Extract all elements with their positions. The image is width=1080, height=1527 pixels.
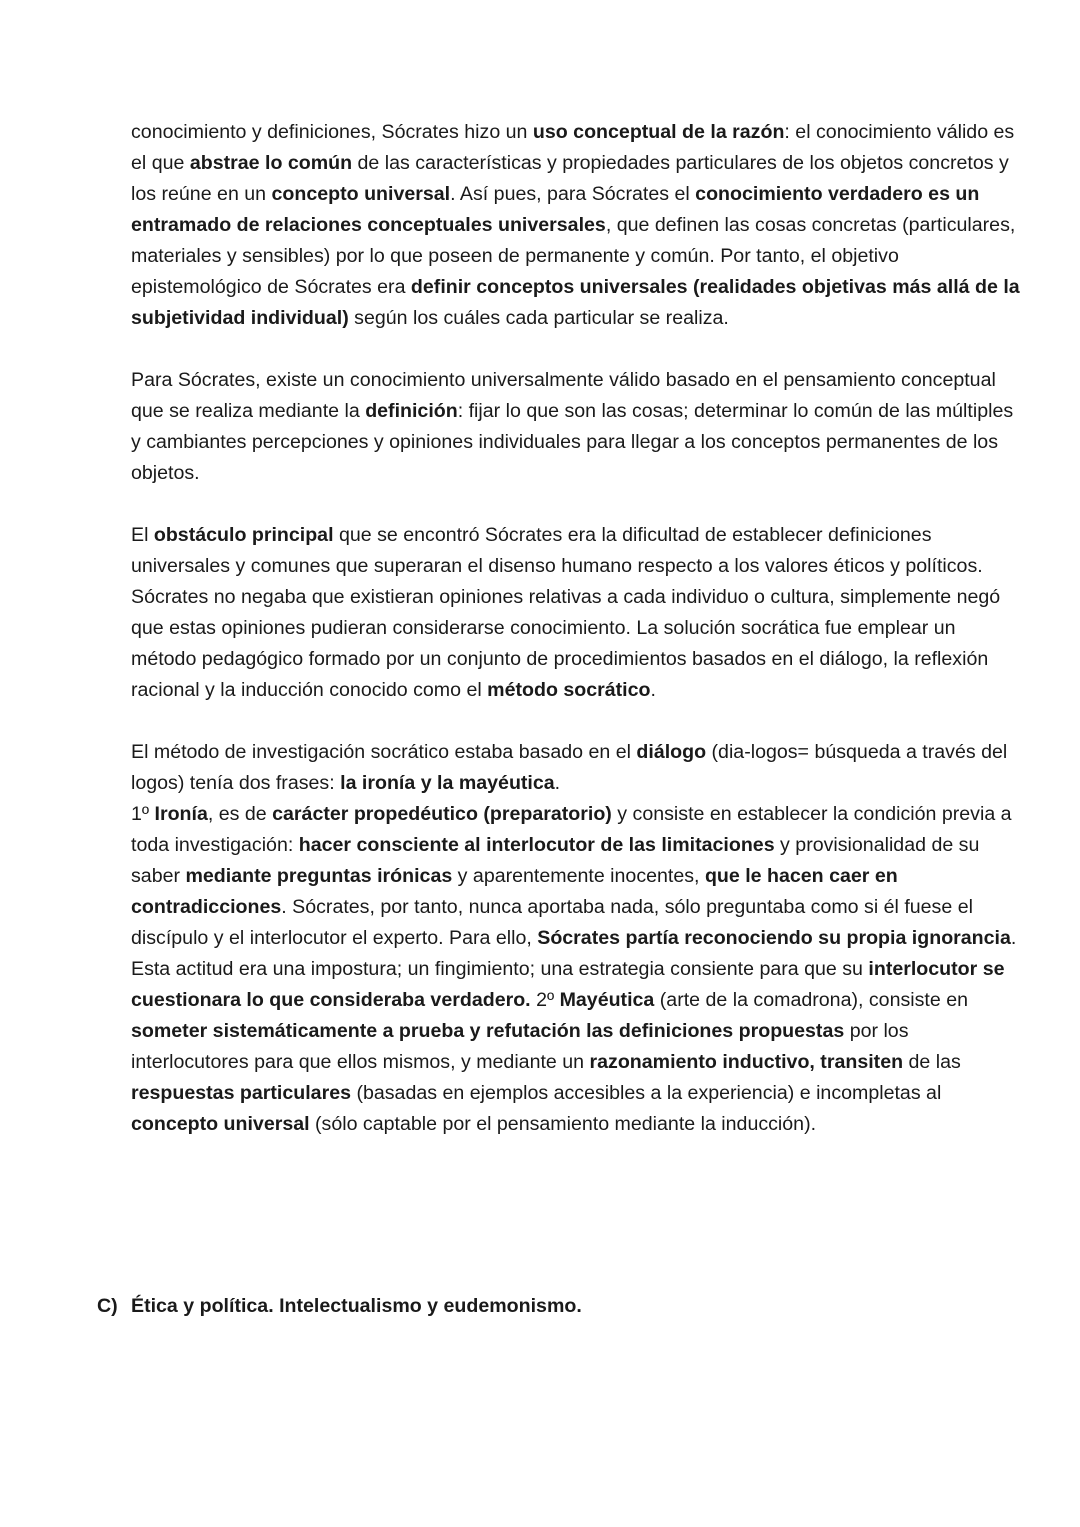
- text-run: . Esta actitud era una impostura; un fingimiento; una estrategia consiente para que su: [131, 927, 1017, 980]
- bold-text-run: razonamiento inductivo, transiten: [589, 1051, 904, 1073]
- bold-text-run: Mayéutica: [559, 989, 655, 1011]
- bold-text-run: uso conceptual de la razón: [532, 121, 785, 143]
- text-run: El método de investigación socrático estaba basado en el: [131, 741, 637, 763]
- text-run: (sólo captable por el pensamiento mediante la inducción).: [309, 1113, 817, 1135]
- bold-text-run: definición: [365, 400, 458, 422]
- paragraph-socratic-concepts: [131, 117, 1021, 334]
- text-run: de las características y propiedades particulares de los objetos concretos y los reúne en un: [131, 152, 1009, 205]
- bold-text-run: que le hacen caer en contradicciones: [131, 865, 898, 918]
- bold-text-run: mediante preguntas irónicas: [185, 865, 453, 887]
- text-run: , que definen las cosas concretas (particulares, materiales y sensibles) por lo que poseen de permanente y común. Por tanto, el objetivo epistemológico de Sócrates era: [131, 214, 1016, 298]
- text-run: por los interlocutores para que ellos mismos, y mediante un: [131, 1020, 909, 1073]
- bold-text-run: obstáculo principal: [153, 524, 334, 546]
- bold-text-run: la ironía y la mayéutica: [340, 772, 555, 794]
- bold-text-run: interlocutor se cuestionara lo que consideraba verdadero.: [131, 958, 1005, 1011]
- text-run: de las: [903, 1051, 961, 1073]
- text-run: .: [554, 772, 561, 794]
- text-run: : fijar lo que son las cosas; determinar lo común de las múltiples y cambiantes percepciones y opiniones individuales para llegar a los conceptos permanentes de los objetos.: [131, 400, 1014, 484]
- paragraph-main-obstacle: [131, 520, 1021, 706]
- text-run: que se encontró Sócrates era la dificultad de establecer definiciones universales y comunes que superaran el disenso humano respecto a los valores éticos y políticos. Sócrates no negaba que existieran opiniones relativas a cada individuo o cultura, simplemente negó que estas opiniones pudieran considerarse conocimiento. La solución socrática fue emplear un método pedagógico formado por un conjunto de procedimientos basados en el diálogo, la reflexión racional y la inducción conocido como el: [131, 524, 1001, 701]
- bold-text-run: carácter propedéutico (preparatorio): [272, 803, 612, 825]
- paragraph-irony-maieutics: [131, 799, 1021, 1140]
- paragraph-definition: [131, 365, 1021, 489]
- text-run: conocimiento y definiciones, Sócrates hizo un: [131, 121, 533, 143]
- bold-text-run: conocimiento verdadero es un entramado de relaciones conceptuales universales: [131, 183, 980, 236]
- section-title: Ética y política. Intelectualismo y eudemonismo.: [131, 1295, 582, 1317]
- text-run: (dia-logos= búsqueda a través del logos) tenía dos frases:: [131, 741, 1008, 794]
- text-run: .: [650, 679, 656, 701]
- text-run: y provisionalidad de su saber: [131, 834, 980, 887]
- text-run: , es de: [207, 803, 273, 825]
- text-run: 2º: [530, 989, 560, 1011]
- text-run: y consiste en establecer la condición previa a toda investigación:: [131, 803, 1012, 856]
- bold-text-run: someter sistemáticamente a prueba y refutación las definiciones propuestas: [131, 1020, 845, 1042]
- bold-text-run: concepto universal: [271, 183, 451, 205]
- text-run: . Así pues, para Sócrates el: [450, 183, 696, 205]
- bold-text-run: Sócrates partía reconociendo su propia ignorancia: [537, 927, 1011, 949]
- bold-text-run: abstrae lo común: [189, 152, 353, 174]
- bold-text-run: concepto universal: [131, 1113, 310, 1135]
- text-run: : el conocimiento válido es el que: [131, 121, 1015, 174]
- text-run: y aparentemente inocentes,: [452, 865, 705, 887]
- body-text: [131, 117, 1021, 1171]
- text-run: (arte de la comadrona), consiste en: [654, 989, 968, 1011]
- paragraph-socratic-method-intro: [131, 737, 1021, 799]
- text-run: El: [131, 524, 154, 546]
- text-run: según los cuáles cada particular se realiza.: [348, 307, 729, 329]
- text-run: Para Sócrates, existe un conocimiento universalmente válido basado en el pensamiento conceptual que se realiza mediante la: [131, 369, 996, 422]
- text-run: 1º: [131, 803, 155, 825]
- bold-text-run: hacer consciente al interlocutor de las limitaciones: [298, 834, 775, 856]
- text-run: (basadas en ejemplos accesibles a la experiencia) e incompletas al: [351, 1082, 942, 1104]
- bold-text-run: respuestas particulares: [131, 1082, 351, 1104]
- bold-text-run: método socrático: [487, 679, 651, 701]
- text-run: . Sócrates, por tanto, nunca aportaba nada, sólo preguntaba como si él fuese el discípulo y el interlocutor el experto. Para ello,: [131, 896, 973, 949]
- section-marker: C): [97, 1295, 118, 1317]
- section-heading: [97, 1291, 582, 1322]
- bold-text-run: definir conceptos universales (realidades objetivas más allá de la subjetividad individual): [131, 276, 1020, 329]
- bold-text-run: diálogo: [636, 741, 707, 763]
- bold-text-run: Ironía: [154, 803, 208, 825]
